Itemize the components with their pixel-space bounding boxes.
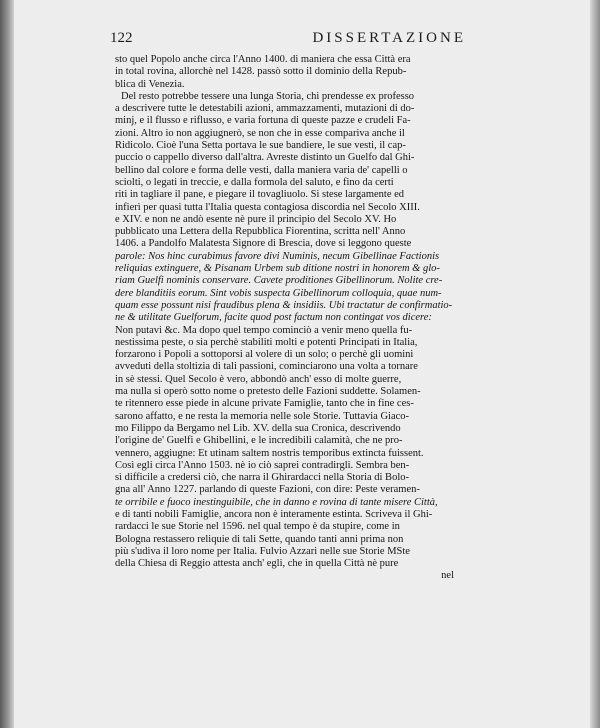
text-line: e di tanti nobili Famiglie, ancora non è interamente estinta. Scriveva il Ghi- (115, 508, 433, 520)
text-line: della Chiesa di Reggio attesta anch' egli, che in quella Città nè pure (115, 558, 399, 570)
text-line: sciolti, o legati in treccie, e dalla formola del saluto, e fino da certi (115, 176, 394, 188)
text-line: in sè stessi. Quel Secolo è vero, abbondò anch' esso di molte guerre, (115, 373, 402, 385)
text-line: in total rovina, allorchè nel 1428. passò sotto il dominio della Repub- (115, 66, 407, 78)
text-line: vennero, aggiugne: Et utinam saltem nostris temporibus extincta fuissent. (115, 447, 424, 459)
page-number: 122 (110, 30, 133, 46)
running-head: DISSERTAZIONE (312, 30, 466, 46)
text-line: forzarono i Popoli a sottoporsi al volere di un solo; o perchè gli uomini (115, 349, 414, 361)
text-line: mo Filippo da Bergamo nel Lib. XV. della sua Cronica, descrivendo (115, 422, 401, 434)
text-line: ne & utilitate Guelforum, facite quod post factum non contingat vos dicere: (115, 312, 432, 324)
text-line: avveduti della stoltizia di tali passioni, cominciarono una volta a tornare (115, 361, 418, 373)
text-line: gna all' Anno 1227. parlando di queste Fazioni, con dire: Peste veramen- (115, 484, 420, 496)
text-line: zioni. Altro io non aggiugnerò, se non che in esse compariva anche il (115, 127, 405, 139)
text-line: te orribile e fuoco inestinguibile, che in danno e rovina di tante misere Città, (115, 496, 438, 508)
text-line: quam esse possunt nisi fraudibus plena & insidiis. Ubi tractatur de confirmatio- (115, 299, 453, 311)
text-line: Bologna restassero reliquie di tali Sette, quando tanti anni prima non (115, 533, 404, 545)
text-line: e XIV. e non ne andò esente nè pure il principio del Secolo XV. Ho (115, 213, 397, 225)
text-line: sto quel Popolo anche circa l'Anno 1400. di maniera che essa Città era (115, 54, 411, 65)
catchword: nel (441, 570, 454, 582)
text-line: parole: Nos hinc curabimus favore divi Numinis, necum Gibellinae Factionis (115, 250, 440, 262)
body-text (115, 54, 454, 583)
text-line: puccio o cappello diverso dall'altra. Avreste distinto un Guelfo dal Ghi- (115, 152, 415, 164)
text-line: pubblicato una Lettera della Repubblica Fiorentina, scritta nell' Anno (115, 226, 406, 238)
text-line: Così egli circa l'Anno 1503. nè io ciò saprei contradirgli. Sembra ben- (115, 459, 410, 471)
text-line: infierì per quasi tutta l'Italia questa contagiosa discordia nel Secolo XIII. (115, 201, 420, 213)
text-line: Non putavi &c. Ma dopo quel tempo cominciò a venir meno quella fu- (115, 324, 413, 336)
text-line: 1406. a Pandolfo Malatesta Signore di Brescia, dove si leggono queste (115, 238, 412, 250)
text-line: blica di Venezia. (115, 78, 185, 90)
page-edge-left (0, 0, 14, 728)
book-page (14, 0, 590, 728)
text-line: riti in tagliare il pane, e piegare il tovagliuolo. Si stese largamente ed (115, 189, 405, 201)
text-line: minj, e il flusso e riflusso, e varia fortuna di queste pazze e crudeli Fa- (115, 115, 411, 127)
page-edge-right (590, 0, 600, 728)
text-line: Del resto potrebbe tessere una lunga Storia, chi prendesse ex professo (121, 90, 415, 102)
text-line: più s'udiva il loro nome per Italia. Fulvio Azzari nelle sue Storie MSte (115, 545, 410, 557)
text-line: ma nulla si operò sotto nome o pretesto delle Fazioni suddette. Solamen- (115, 386, 421, 398)
text-line: sì difficile a credersi ciò, che narra il Ghirardacci nella Storia di Bolo- (115, 472, 409, 484)
text-line: bellino dal colore e forma delle vesti, dalla maniera varia de' capelli o (115, 164, 408, 176)
text-line: sarono affatto, e ne resta la memoria nelle sole Storie. Tuttavia Giaco- (115, 410, 410, 422)
text-line: Ridicolo. Cioè l'una Setta portava le sue bandiere, le sue vesti, il cap- (115, 140, 406, 152)
text-line: a descrivere tutte le detestabili azioni, ammazzamenti, mutazioni di do- (115, 103, 415, 115)
text-line: nestissima peste, o sia perchè stabiliti molti e potenti Principati in Italia, (115, 336, 418, 348)
text-line: reliquias extinguere, & Pisanam Urbem sub ditione nostri in honorem & glo- (115, 263, 440, 275)
text-line: l'origine de' Guelfi e Ghibellini, e le incredibili calamità, che ne pro- (115, 435, 403, 447)
text-line: dere blanditiis eorum. Sint vobis suspecta Gibellinorum colloquia, quae num- (115, 287, 442, 299)
page-header (110, 30, 466, 50)
text-line: rardacci le sue Storie nel 1596. nel qual tempo è da stupire, come in (115, 521, 400, 533)
text-line: riam Guelfi nominis conservare. Cavete proditiones Gibellinorum. Nolite cre- (115, 275, 443, 287)
text-line: te ritennero esse piede in alcune private Famiglie, tanto che in fine ces- (115, 398, 414, 410)
